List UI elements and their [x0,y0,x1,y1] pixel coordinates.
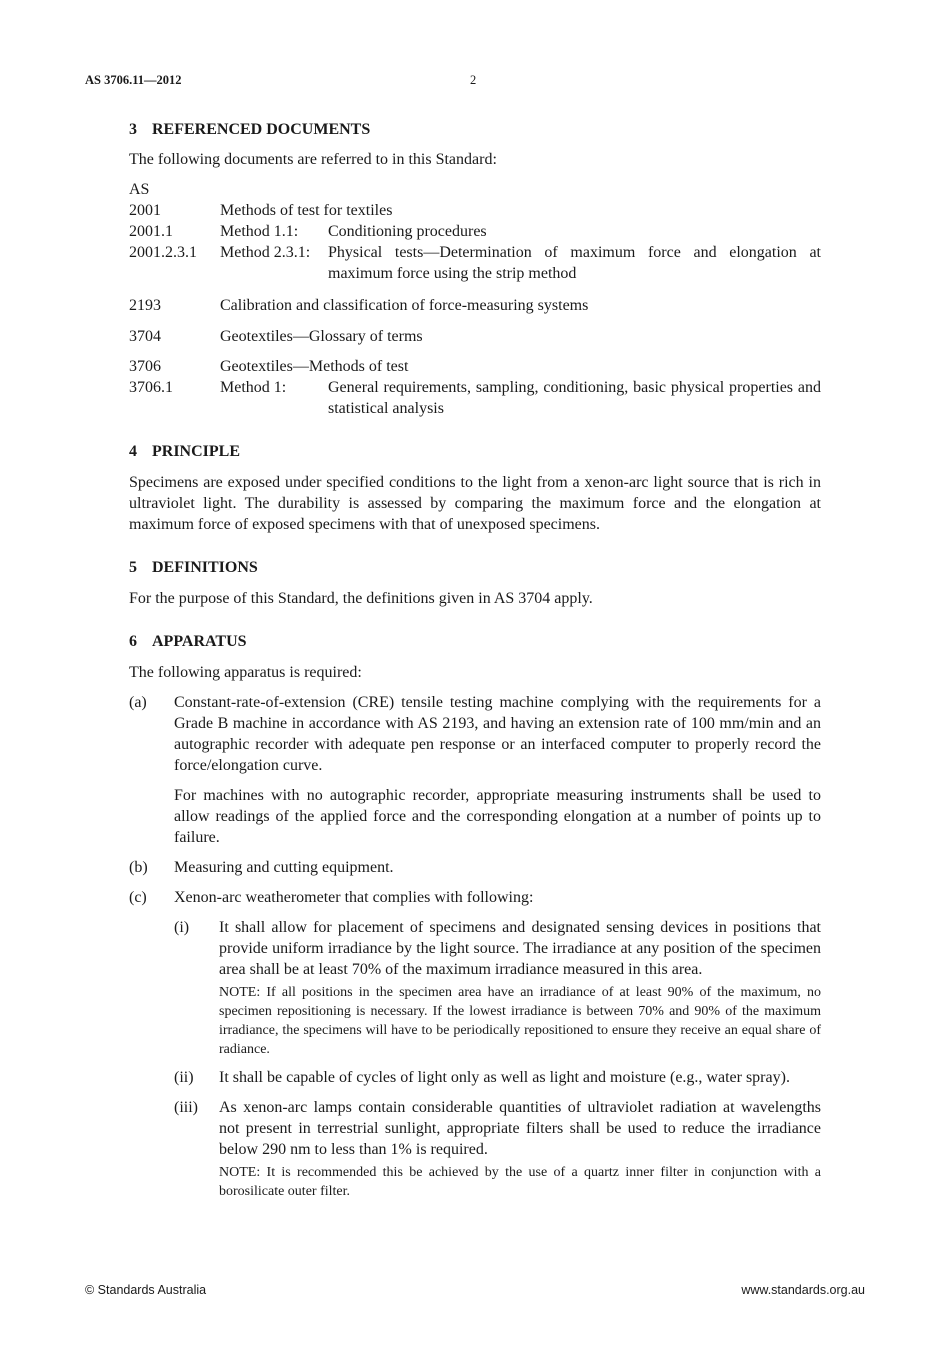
footer-url: www.standards.org.au [741,1283,865,1297]
section-6-intro: The following apparatus is required: [129,664,362,681]
apparatus-subitem-i: (i) It shall allow for placement of specimens and designated sensing devices in positions that provide uniform irradiance by the light source. The irradiance at any position of the specimen area shall be at least 70% of the maximum irradiance measured in this area. NOTE: If all positions in the specimen area have an irradiance of at least 90% of the maximum, no specimen repositioning is necessary. If the lowest irradiance is between 70% and 90% of the maximum irradiance, the specimens will have to be periodically repositioned to ensure they receive an equal share of radiance. [174,919,821,1057]
apparatus-item-b: (b) Measuring and cutting equipment. [129,859,394,876]
ref-group-label: AS [129,181,150,198]
apparatus-item-a: (a) Constant-rate-of-extension (CRE) tensile testing machine complying with the requirements for a Grade B machine in accordance with AS 2193, and having an extension rate of 100 mm/min and an autographic recorder with adequate pen response or an interfaced computer to properly record the force/elongation curve. [129,694,821,774]
ref-item: 2001 Methods of test for textiles [129,202,393,219]
page-content [129,119,821,1201]
section-5-text: For the purpose of this Standard, the definitions given in AS 3704 apply. [129,590,593,607]
footer-copyright: © Standards Australia [85,1283,207,1297]
ref-item: 2001.2.3.1 Method 2.3.1: Physical tests—Determination of maximum force and elongation at maximum force using the strip method [129,244,821,282]
note-i: NOTE: If all positions in the specimen area have an irradiance of at least 90% of the maximum, no specimen repositioning is necessary. If the lowest irradiance is between 70% and 90% of the maximum irradiance, the specimens will have to be periodically repositioned to ensure they receive an equal share of radiance. [219,985,821,1057]
section-4-heading: 4 PRINCIPLE [129,443,241,460]
section-5-heading: 5 DEFINITIONS [129,559,258,576]
section-4-text: Specimens are exposed under specified conditions to the light from a xenon-arc light source that is rich in ultraviolet light. The durability is assessed by comparing the maximum force and the elongation at maximum force of exposed specimens with that of unexposed specimens. [129,474,821,533]
ref-item: 3706 Geotextiles—Methods of test [129,358,409,375]
section-6-heading: 6 APPARATUS [129,633,247,650]
document-code: AS 3706.11—2012 [85,73,182,87]
section-3-heading: 3 REFERENCED DOCUMENTS [129,121,371,138]
note-iii: NOTE: It is recommended this be achieved by the use of a quartz inner filter in conjunction with a borosilicate outer filter. [219,1165,821,1199]
apparatus-item-c: (c) Xenon-arc weatherometer that complies with following: [129,889,534,906]
page-number: 2 [470,73,477,87]
ref-item: 3706.1 Method 1: General requirements, sampling, conditioning, basic physical properties and statistical analysis [129,379,821,417]
apparatus-subitem-iii: (iii) As xenon-arc lamps contain considerable quantities of ultraviolet radiation at wavelengths not present in terrestrial sunlight, appropriate filters shall be used to reduce the irradiance below 290 nm to less than 1% is required. NOTE: It is recommended this be achieved by the use of a quartz inner filter in conjunction with a borosilicate outer filter. [174,1099,821,1199]
section-3-intro: The following documents are referred to in this Standard: [129,151,497,168]
ref-item: 2001.1 Method 1.1: Conditioning procedures [129,223,487,240]
apparatus-subitem-ii: (ii) It shall be capable of cycles of light only as well as light and moisture (e.g., water spray). [174,1069,790,1086]
ref-item: 2193 Calibration and classification of force-measuring systems [129,297,589,314]
ref-item: 3704 Geotextiles—Glossary of terms [129,328,423,345]
apparatus-item-a-note: For machines with no autographic recorder, appropriate measuring instruments shall be used to allow readings of the applied force and the corresponding elongation at a number of points up to failure. [174,787,821,846]
